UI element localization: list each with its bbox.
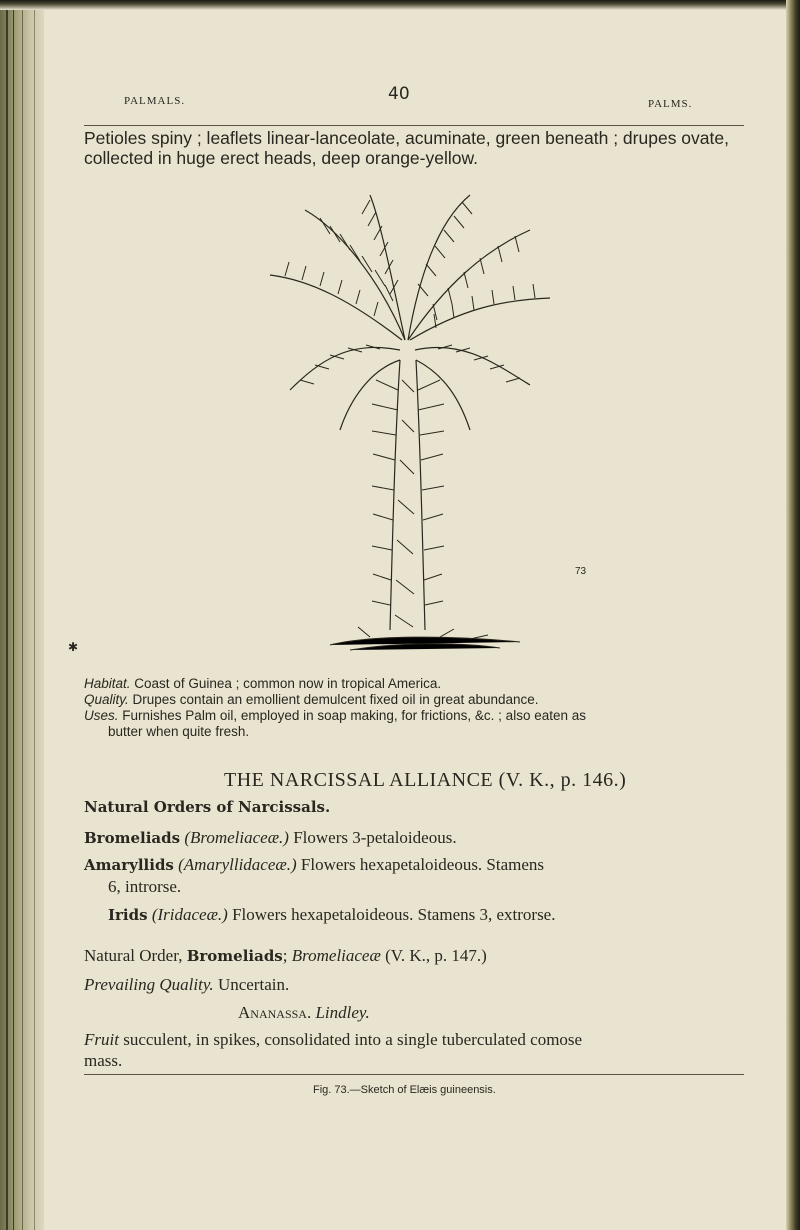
order-ref: (V. K., p. 147.) <box>385 946 487 965</box>
quality-line <box>84 692 754 708</box>
running-head-right: PALMS. <box>648 98 693 110</box>
uses-line <box>84 708 754 724</box>
section-title: THE NARCISSAL ALLIANCE (V. K., p. 146.) <box>224 769 627 791</box>
fruit-line-2: mass. <box>84 1051 123 1070</box>
right-edge <box>786 0 800 1230</box>
margin-mark: ✱ <box>68 640 79 654</box>
prevailing-text: Uncertain. <box>217 975 290 994</box>
genus-name: Ananassa. <box>238 1003 312 1022</box>
amaryllids-text: Flowers hexapetaloideous. Stamens <box>300 855 545 874</box>
prevailing-label: Prevailing Quality. <box>84 975 214 994</box>
lead-paragraph: Petioles spiny ; leaflets linear-lanceolate, acuminate, green beneath ; drupes ovate, collected in huge erect heads, deep orange-yellow. <box>84 128 729 168</box>
irids-latin: (Iridaceæ.) <box>151 905 228 924</box>
order-latin: Bromeliaceæ <box>291 946 381 965</box>
genus-line <box>238 1003 800 1023</box>
prevailing-quality-line <box>84 975 784 995</box>
habitat-text: Coast of Guinea ; common now in tropical America. <box>134 676 442 691</box>
palm-illustration <box>230 190 580 660</box>
figure-number: 73 <box>575 566 587 577</box>
uses-label: Uses. <box>84 708 119 723</box>
irids-text: Flowers hexapetaloideous. Stamens 3, extrorse. <box>232 905 556 924</box>
amaryllids-name: Amaryllids <box>84 856 174 874</box>
bromeliads-latin: (Bromeliaceæ.) <box>184 828 289 847</box>
fruit-line <box>84 1030 784 1050</box>
habitat-label: Habitat. <box>84 676 131 691</box>
natural-order-line: Natural Order, Bromeliads; Bromeliaceæ (V. K., p. 147.) <box>84 946 487 965</box>
uses-text: Furnishes Palm oil, employed in soap making, for frictions, &c. ; also eaten as <box>122 708 586 723</box>
irids-name: Irids <box>108 906 148 924</box>
bromeliads-line <box>84 828 784 848</box>
notes <box>84 676 754 740</box>
irids-line <box>108 905 800 925</box>
section-subtitle: Natural Orders of Narcissals. <box>84 798 331 816</box>
order-prefix: Natural Order, <box>84 946 183 965</box>
quality-label: Quality. <box>84 692 129 707</box>
uses-line-2: butter when quite fresh. <box>108 724 250 739</box>
habitat-line <box>84 676 754 692</box>
bottom-rule <box>84 1074 744 1075</box>
fruit-text: succulent, in spikes, consolidated into a single tuberculated comose <box>123 1030 583 1049</box>
palm-drawing <box>230 190 580 660</box>
genus-authority: Lindley. <box>315 1003 370 1022</box>
bromeliads-text: Flowers 3-petaloideous. <box>293 828 457 847</box>
order-name: Bromeliads <box>186 947 283 965</box>
running-head-left: PALMALS. <box>124 95 186 107</box>
fruit-label: Fruit <box>84 1030 119 1049</box>
amaryllids-latin: (Amaryllidaceæ.) <box>178 855 297 874</box>
top-rule <box>84 125 744 126</box>
quality-text: Drupes contain an emollient demulcent fixed oil in great abundance. <box>132 692 539 707</box>
amaryllids-line-2: 6, introrse. <box>108 877 182 896</box>
amaryllids-line <box>84 855 784 875</box>
figure-caption: Fig. 73.—Sketch of Elæis guineensis. <box>313 1084 496 1096</box>
running-head <box>0 84 720 122</box>
page-number: 40 <box>388 84 410 104</box>
bromeliads-name: Bromeliads <box>84 829 181 847</box>
